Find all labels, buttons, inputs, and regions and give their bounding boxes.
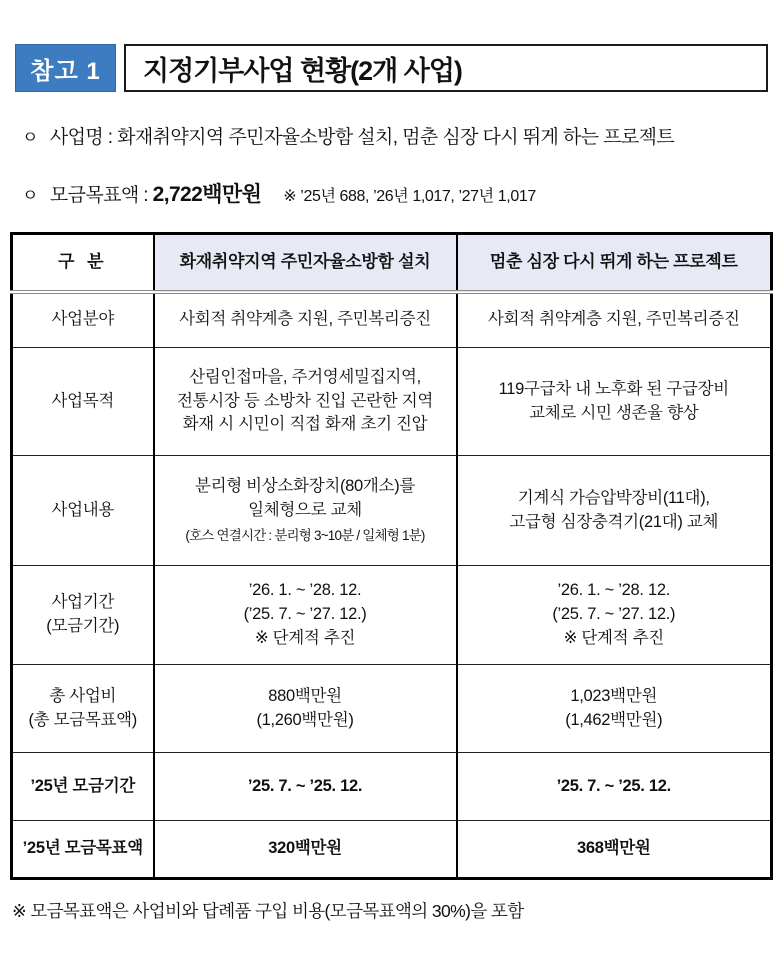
table-cell: 산림인접마을, 주거영세밀집지역, 전통시장 등 소방차 진입 곤란한 지역 화재 시 시민이 직접 화재 초기 진압 <box>154 348 457 456</box>
row-label: ’25년 모금기간 <box>12 753 154 821</box>
summary-bullets <box>22 122 780 208</box>
table-row-2025-fundraising-period <box>12 753 772 821</box>
cell-subnote: (호스 연결시간 : 분리형 3~10분 / 일체형 1분) <box>185 528 425 544</box>
header-project-1: 화재취약지역 주민자율소방함 설치 <box>154 234 457 292</box>
table-header-row <box>12 234 772 292</box>
fundraising-yearly-note: ※ ’25년 688, ’26년 1,017, ’27년 1,017 <box>283 188 536 205</box>
reference-badge: 참고 1 <box>15 44 116 92</box>
table-row-total-cost <box>12 665 772 753</box>
row-label: 사업분야 <box>12 292 154 348</box>
document-page <box>0 44 780 963</box>
table-cell: 320백만원 <box>154 821 457 879</box>
bullet-marker: ㅇ <box>22 186 38 205</box>
header-category: 구 분 <box>12 234 154 292</box>
row-label: 사업기간 (모금기간) <box>12 566 154 665</box>
row-label: 사업내용 <box>12 456 154 566</box>
bullet-fundraising-target <box>22 178 780 208</box>
bullet-marker: ㅇ <box>22 128 38 147</box>
table-cell: 368백만원 <box>457 821 772 879</box>
document-header <box>15 44 768 92</box>
table-cell: 분리형 비상소화장치(80개소)를 일체형으로 교체 (호스 연결시간 : 분리형 3~10분 / 일체형 1분) <box>154 456 457 566</box>
footnote: ※ 모금목표액은 사업비와 답례품 구입 비용(모금목표액의 30%)을 포함 <box>12 901 524 921</box>
fundraising-target-label: 모금목표액 : <box>49 185 153 206</box>
header-project-2: 멈춘 심장 다시 뛰게 하는 프로젝트 <box>457 234 772 292</box>
table-row-business-field <box>12 292 772 348</box>
table-cell: 기계식 가슴압박장비(11대), 고급형 심장충격기(21대) 교체 <box>457 456 772 566</box>
table-cell: ’25. 7. ~ ’25. 12. <box>457 753 772 821</box>
table-cell: ’26. 1. ~ ’28. 12. (’25. 7. ~ ’27. 12.) ※ 단계적 추진 <box>154 566 457 665</box>
table-cell: ’26. 1. ~ ’28. 12. (’25. 7. ~ ’27. 12.) ※ 단계적 추진 <box>457 566 772 665</box>
row-label: 총 사업비 (총 모금목표액) <box>12 665 154 753</box>
table-row-business-purpose <box>12 348 772 456</box>
table-row-2025-fundraising-target <box>12 821 772 879</box>
bullet-project-name <box>22 122 780 149</box>
table-cell: 880백만원 (1,260백만원) <box>154 665 457 753</box>
donation-projects-table <box>10 232 773 880</box>
table-cell: 사회적 취약계층 지원, 주민복리증진 <box>154 292 457 348</box>
project-name-text: 사업명 : 화재취약지역 주민자율소방함 설치, 멈춘 심장 다시 뛰게 하는 프로젝트 <box>49 127 675 148</box>
table-row-business-period <box>12 566 772 665</box>
row-label: 사업목적 <box>12 348 154 456</box>
page-title: 지정기부사업 현황(2개 사업) <box>124 44 768 92</box>
table-cell: 사회적 취약계층 지원, 주민복리증진 <box>457 292 772 348</box>
table-cell: 119구급차 내 노후화 된 구급장비 교체로 시민 생존율 향상 <box>457 348 772 456</box>
fundraising-target-amount: 2,722백만원 <box>152 183 262 206</box>
table-cell: 1,023백만원 (1,462백만원) <box>457 665 772 753</box>
table-cell: ’25. 7. ~ ’25. 12. <box>154 753 457 821</box>
row-label: ’25년 모금목표액 <box>12 821 154 879</box>
table-row-business-content <box>12 456 772 566</box>
